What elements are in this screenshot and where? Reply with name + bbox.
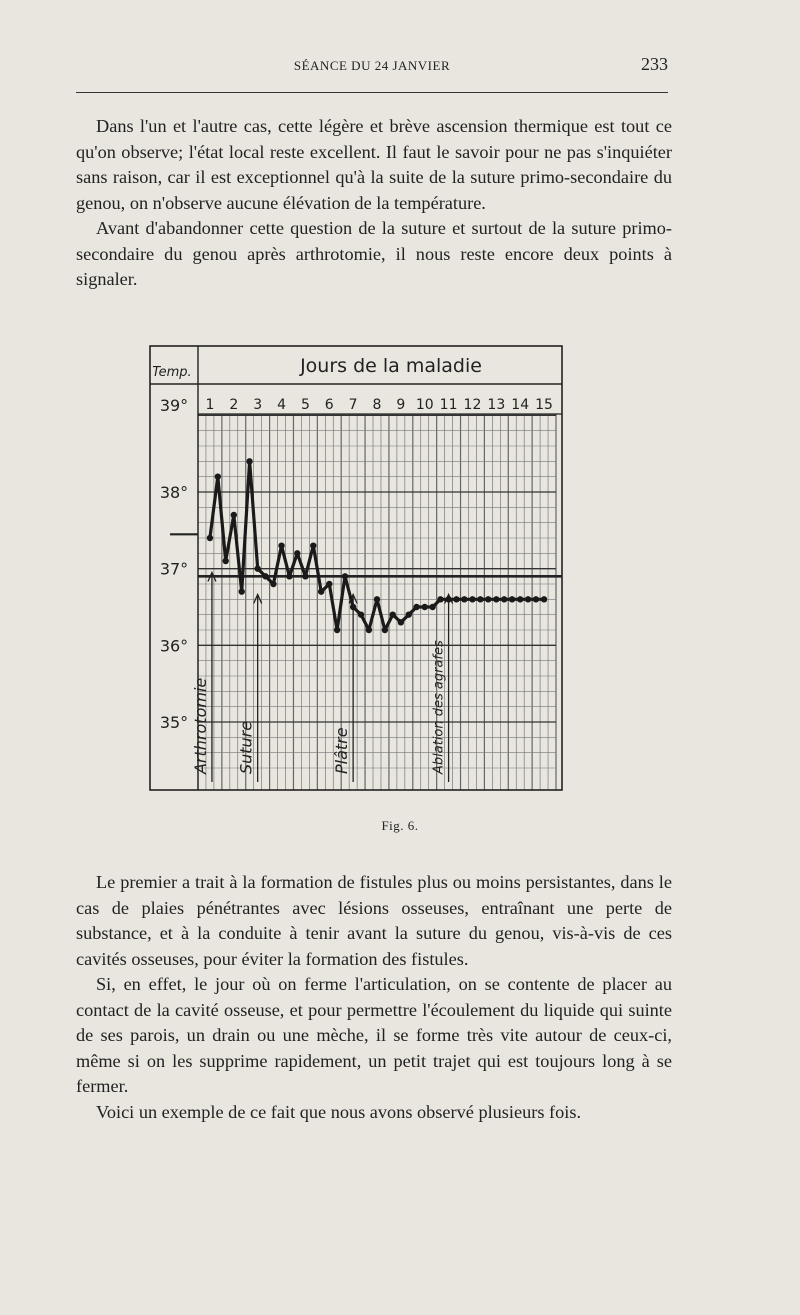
y-tick-label: 36° [159,636,189,656]
y-tick-label: 37° [159,559,189,579]
temperature-point [231,512,237,518]
page-number: 233 [641,54,668,74]
paragraph: Si, en effet, le jour où on ferme l'articulation, on se contente de placer au contact de la cavité osseuse, et pour permettre l'écoulement du liquide qui suinte de ses parois, un drain ou une mèche, il se forme très vite autour de ceux-ci, même si on les supprime rapidement, un petit trajet qui est toujours long à se fermer. [76,974,672,1096]
x-tick-label: 7 [348,397,358,413]
text-block-bottom [76,870,672,1125]
x-tick-label: 6 [324,397,334,413]
x-tick-label: 14 [511,397,530,413]
x-tick-label: 3 [253,397,263,413]
temperature-line [210,461,544,630]
temperature-point [517,596,523,602]
temperature-point [318,588,324,594]
paragraph: Dans l'un et l'autre cas, cette légère et brève ascension thermique est tout ce qu'on observe; l'état local reste excellent. Il faut le savoir pour ne pas s'inquiéter sans raison, car il est exceptionnel qu'à la suite de la suture primo-secondaire du genou, on n'observe aucune élévation de la température. [76,116,672,213]
temperature-point [246,458,252,464]
temperature-point [334,627,340,633]
chart-title: Jours de la maladie [300,355,482,377]
temperature-point [326,581,332,587]
running-title: SÉANCE DU 24 JANVIER [293,58,451,73]
temperature-point [429,604,435,610]
figure-caption: Fig. 6. [381,818,419,833]
text-block-top [76,114,672,293]
y-tick-label: 38° [159,483,189,502]
temperature-point [437,596,443,602]
x-tick-label: 10 [415,397,434,413]
header-rule [76,92,668,93]
temperature-point [445,596,451,602]
annotation-label: Plâtre [332,727,352,774]
temperature-point [398,619,404,625]
x-tick-label: 12 [463,397,482,413]
x-tick-label: 8 [372,397,382,413]
temperature-point [270,581,276,587]
temperature-chart [148,342,568,794]
x-tick-label: 5 [300,397,310,413]
temperature-point [350,604,356,610]
temperature-point [453,596,459,602]
temperature-point [493,596,499,602]
annotation-label: Ablation des agrafes [431,640,447,774]
x-tick-labels [205,397,553,413]
running-head [76,52,668,82]
temperature-point [366,627,372,633]
x-tick-label: 13 [487,397,506,413]
temperature-point [485,596,491,602]
x-tick-label: 4 [277,397,286,413]
x-tick-label: 15 [535,397,553,413]
temperature-point [382,627,388,633]
x-tick-label: 9 [396,397,406,413]
paragraph: Voici un exemple de ce fait que nous avons observé plusieurs fois. [96,1101,582,1122]
temperature-point [278,542,284,548]
temperature-point [215,473,221,479]
temperature-point [238,588,244,594]
temperature-point [207,535,213,541]
temperature-point [310,542,316,548]
temperature-point [413,604,419,610]
temperature-point [477,596,483,602]
paragraph: Le premier a trait à la formation de fistules plus ou moins persistantes, dans le cas de plaies pénétrantes avec lésions osseuses, entraînant une perte de substance, et à la conduite à tenir avant la suture du genou, vis-à-vis de ces cavités osseuses, pour éviter la formation des fistules. [76,872,672,969]
y-tick-label: 35° [159,713,189,732]
x-tick-label: 2 [229,397,239,413]
x-tick-label: 1 [205,397,215,413]
temperature-point [509,596,515,602]
temperature-point [422,604,428,610]
y-tick-labels [160,396,188,732]
temperature-point [390,611,396,617]
temperature-point [222,558,228,564]
y-tick-label: 39° [159,396,189,415]
temperature-point [525,596,531,602]
temperature-point [262,573,268,579]
temperature-point [501,596,507,602]
temperature-point [342,573,348,579]
temperature-point [358,611,364,617]
paragraph: Avant d'abandonner cette question de la suture et surtout de la suture primo-secondaire du genou après arthrotomie, il nous reste encore deux points à signaler. [76,218,672,289]
y-axis-label: Temp. [152,365,192,380]
temperature-point [469,596,475,602]
temperature-point [541,596,547,602]
annotation-label: Suture [236,720,256,774]
temperature-point [294,550,300,556]
temperature-point [286,573,292,579]
temperature-point [461,596,467,602]
annotation-label: Arthrotomie [190,677,210,774]
temperature-point [254,565,260,571]
x-tick-label: 11 [439,397,458,413]
temperature-point [374,596,380,602]
temperature-point [533,596,539,602]
temperature-point [406,611,412,617]
temperature-chart-svg [148,342,568,794]
temperature-point [302,573,308,579]
